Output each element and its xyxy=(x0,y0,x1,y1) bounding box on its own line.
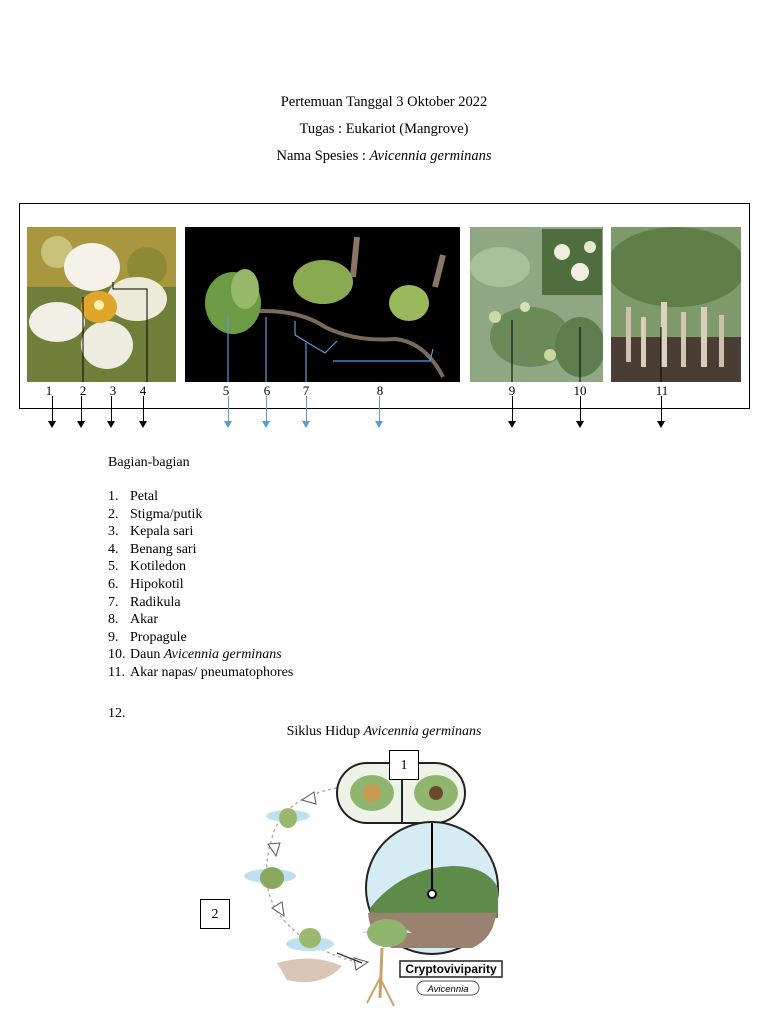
list-item: 7. Radikula xyxy=(108,594,181,610)
figure-label-11: 11 xyxy=(655,383,669,398)
lifecycle-box-2: 2 xyxy=(200,899,230,929)
parts-list xyxy=(108,488,293,682)
species-name: Avicennia germinans xyxy=(369,148,492,164)
cryptoviviparity-label: Cryptoviviparity xyxy=(405,962,497,976)
title-line-3 xyxy=(0,148,768,165)
figure-label-4: 4 xyxy=(139,383,147,398)
leaves-photo xyxy=(470,227,603,382)
arrow-2 xyxy=(81,396,82,422)
list-item: 5. Kotiledon xyxy=(108,559,186,575)
flower-photo xyxy=(27,227,176,382)
figure-label-1: 1 xyxy=(45,383,53,398)
arrow-3 xyxy=(111,396,112,422)
lifecycle-diagram xyxy=(232,748,532,1018)
figure-label-7: 7 xyxy=(302,383,310,398)
arrow-7 xyxy=(306,396,307,422)
species-prefix: Nama Spesies : xyxy=(276,148,370,164)
lifecycle-box-1: 1 xyxy=(389,750,419,780)
list-item: 6. Hipokotil xyxy=(108,576,184,592)
parts-heading: Bagian-bagian xyxy=(108,455,190,470)
arrow-6 xyxy=(266,396,267,422)
figure-label-9: 9 xyxy=(508,383,516,398)
list-item: 2. Stigma/putik xyxy=(108,506,203,522)
pneumatophore-photo xyxy=(611,227,741,382)
propagule-photo xyxy=(185,227,460,382)
figure-label-5: 5 xyxy=(222,383,230,398)
list-item: 1. Petal xyxy=(108,489,158,504)
list-item: 3. Kepala sari xyxy=(108,524,194,540)
figure-label-6: 6 xyxy=(263,383,271,398)
arrow-5 xyxy=(228,396,229,422)
arrow-8 xyxy=(379,396,380,422)
lifecycle-title: Siklus Hidup Avicennia germinans xyxy=(286,724,482,739)
figure-label-2: 2 xyxy=(79,383,87,398)
arrow-9 xyxy=(512,396,513,422)
figure-label-3: 3 xyxy=(109,383,117,398)
arrow-11 xyxy=(661,396,662,422)
title-line-2: Tugas : Eukariot (Mangrove) xyxy=(299,121,469,137)
arrow-10 xyxy=(580,396,581,422)
title-line-1: Pertemuan Tanggal 3 Oktober 2022 xyxy=(280,94,488,110)
arrow-1 xyxy=(52,396,53,422)
avicennia-label: Avicennia xyxy=(427,984,469,995)
list-item: 4. Benang sari xyxy=(108,541,197,557)
arrow-4 xyxy=(143,396,144,422)
list-item: 10. Daun Avicennia germinans xyxy=(108,647,282,663)
item-12-number: 12. xyxy=(108,706,126,721)
list-item: 8. Akar xyxy=(108,612,158,628)
list-item: 11. Akar napas/ pneumatophores xyxy=(108,664,294,680)
figure-label-10: 10 xyxy=(573,383,587,398)
list-item: 9. Propagule xyxy=(108,629,187,645)
figure-label-8: 8 xyxy=(376,383,384,398)
